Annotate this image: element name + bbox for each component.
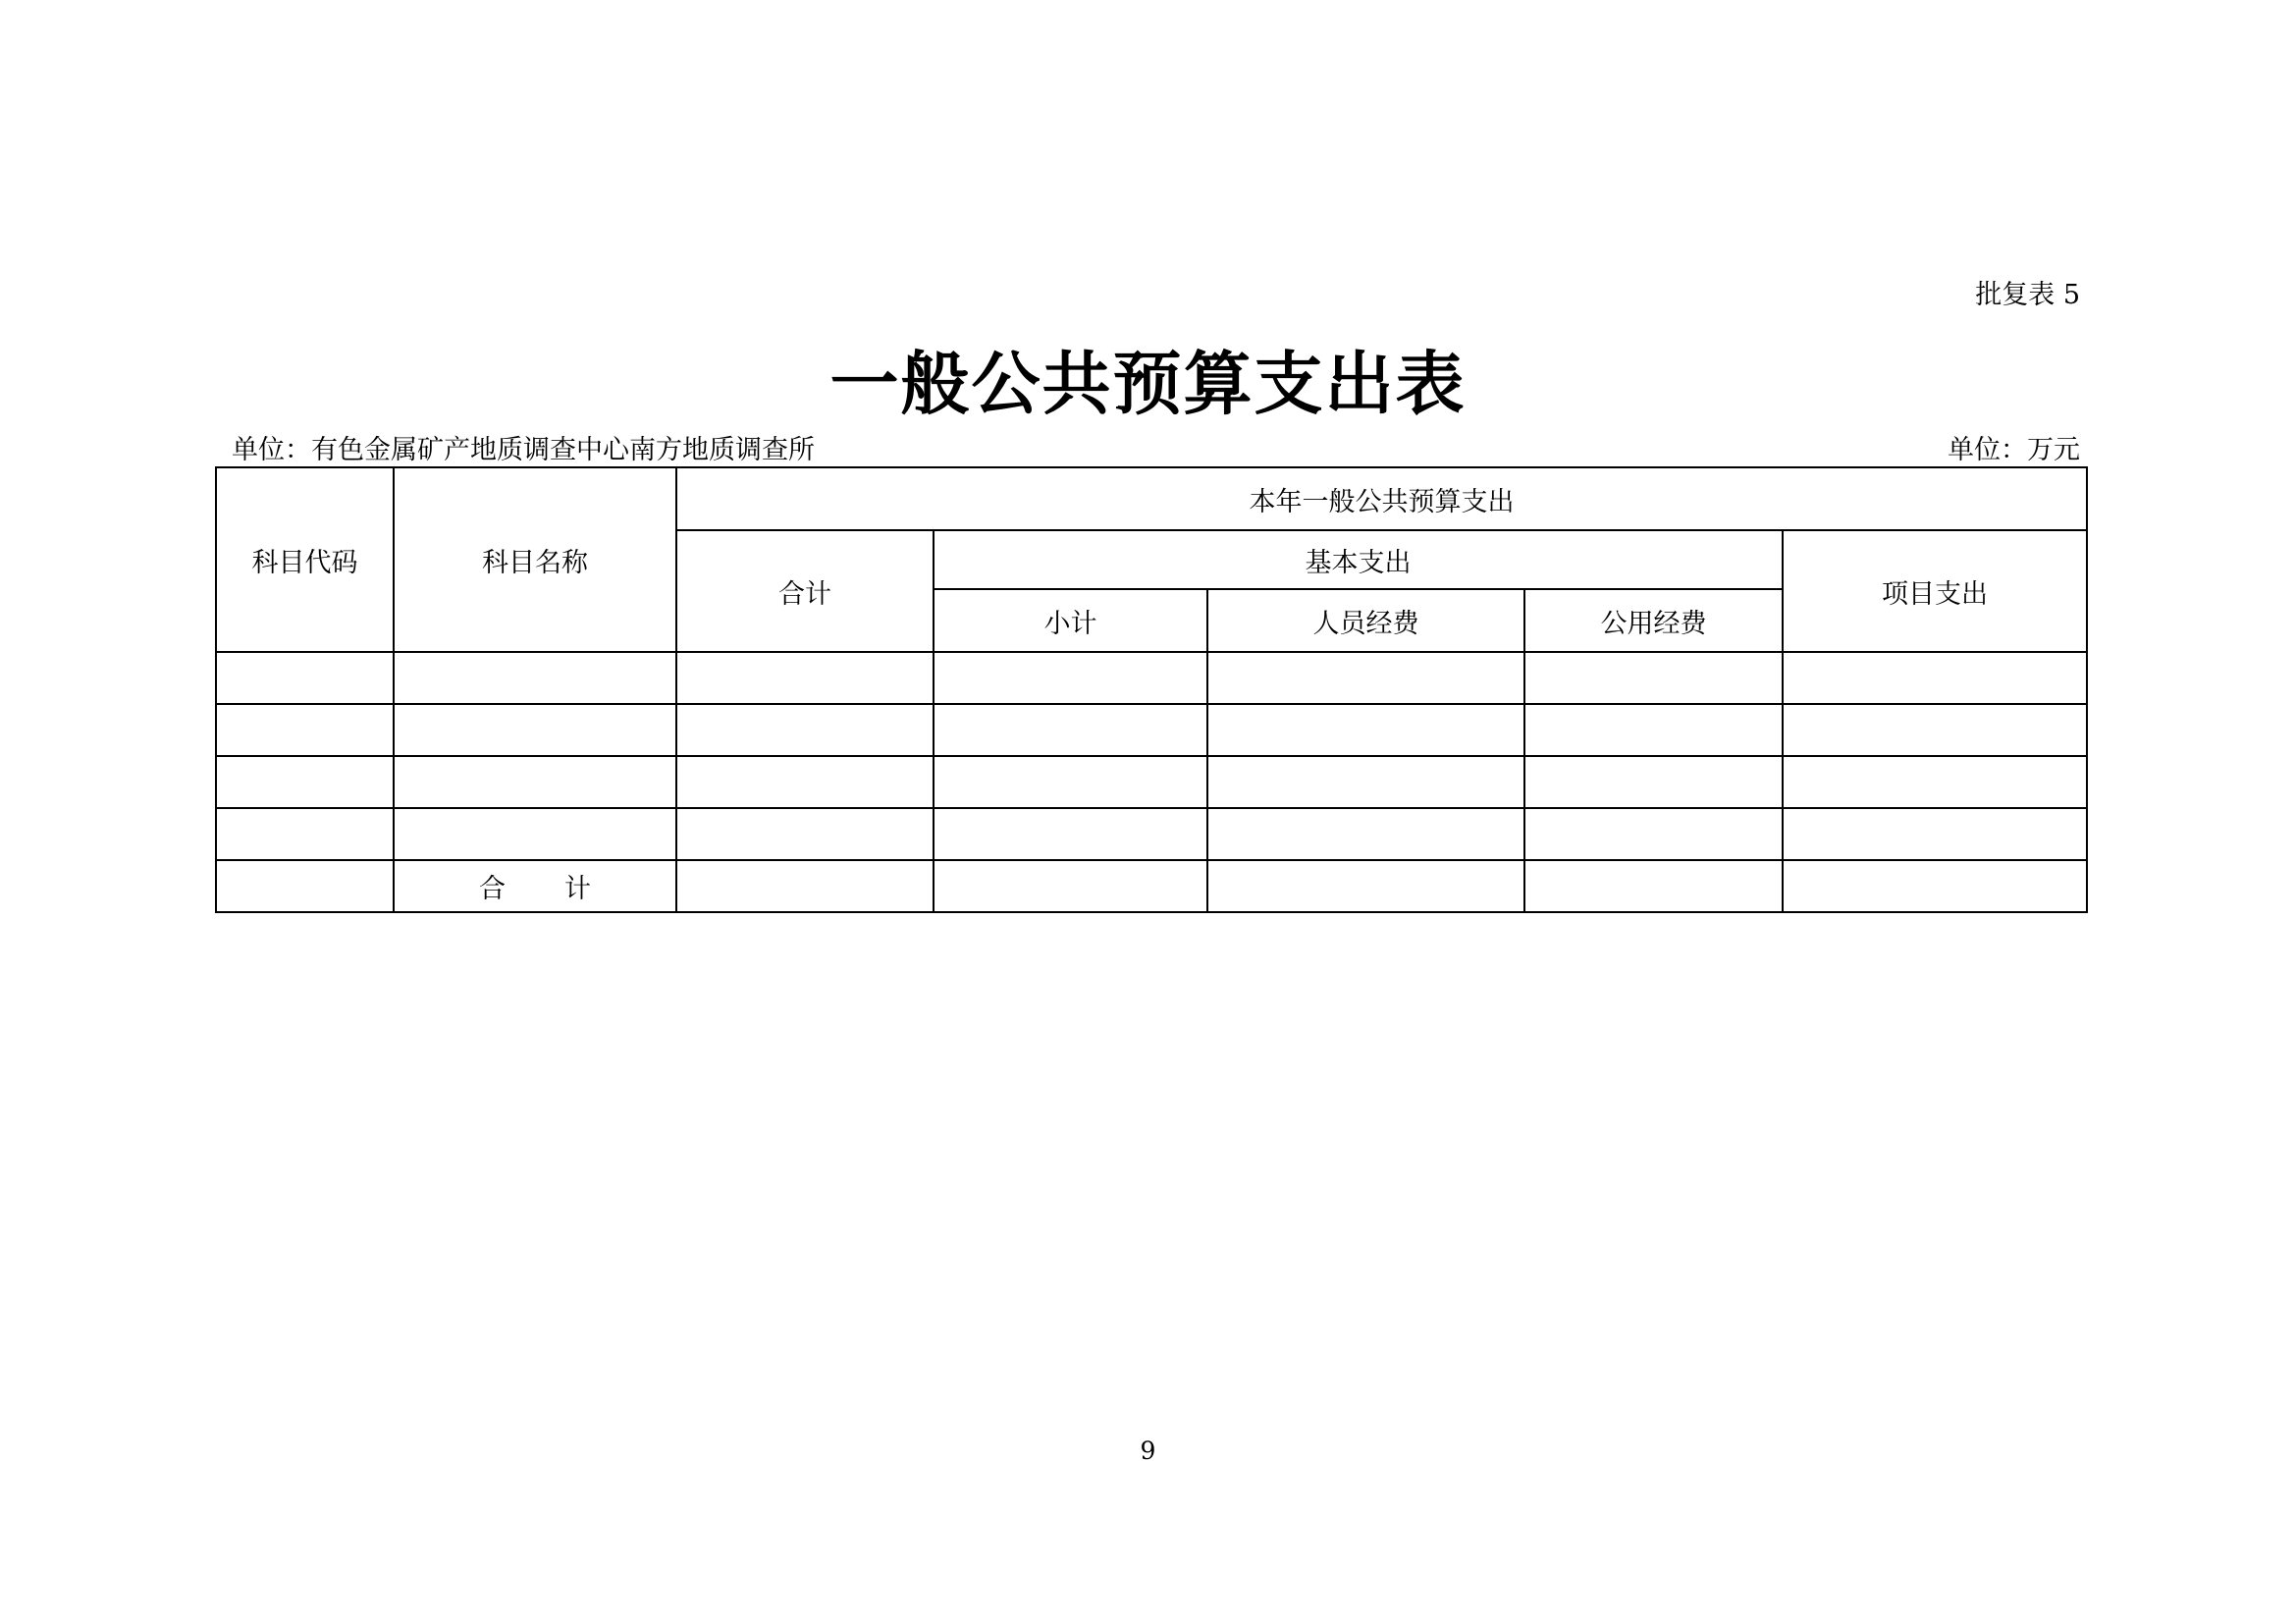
unit-organization: 单位：有色金属矿产地质调查中心南方地质调查所 (232, 435, 815, 465)
table-cell (676, 860, 934, 912)
table-row (216, 808, 2087, 860)
header-basic-expenditure: 基本支出 (934, 530, 1783, 589)
header-public-expenses: 公用经费 (1524, 589, 1783, 652)
document-title: 一般公共预算支出表 (829, 343, 1467, 424)
table-cell (394, 808, 676, 860)
table-cell (1524, 704, 1783, 756)
table-row (216, 704, 2087, 756)
table-cell (1783, 652, 2087, 704)
table-cell (1524, 808, 1783, 860)
table-cell (676, 652, 934, 704)
table-cell (934, 652, 1207, 704)
table-cell (1207, 860, 1524, 912)
header-subject-name: 科目名称 (394, 467, 676, 652)
unit-currency: 单位：万元 (1948, 435, 2080, 465)
header-current-year-expenditure: 本年一般公共预算支出 (676, 467, 2087, 530)
header-project-expenditure: 项目支出 (1783, 530, 2087, 652)
table-cell (1524, 860, 1783, 912)
table-cell (1207, 808, 1524, 860)
table-cell (216, 756, 394, 808)
header-row-1 (216, 467, 2087, 530)
table-cell (676, 808, 934, 860)
total-row (216, 860, 2087, 912)
table-cell (1783, 704, 2087, 756)
table-cell (676, 756, 934, 808)
table-cell (1207, 756, 1524, 808)
header-subject-code: 科目代码 (216, 467, 394, 652)
table-cell (216, 860, 394, 912)
table-cell (394, 704, 676, 756)
header-personnel-expenses: 人员经费 (1207, 589, 1524, 652)
table-row (216, 652, 2087, 704)
table-cell (394, 756, 676, 808)
table-cell (216, 704, 394, 756)
table-cell (1783, 808, 2087, 860)
table-cell (676, 704, 934, 756)
table-cell (216, 808, 394, 860)
header-subtotal: 小计 (934, 589, 1207, 652)
table-cell (1207, 652, 1524, 704)
budget-expenditure-table (215, 466, 2088, 913)
table-cell (934, 756, 1207, 808)
table-cell (1207, 704, 1524, 756)
total-row-label: 合计 (394, 860, 676, 912)
table-row (216, 756, 2087, 808)
table-reference: 批复表 5 (1975, 280, 2080, 310)
header-total: 合计 (676, 530, 934, 652)
table-cell (934, 808, 1207, 860)
table-cell (1783, 756, 2087, 808)
table-cell (1783, 860, 2087, 912)
table-cell (1524, 756, 1783, 808)
table-cell (934, 860, 1207, 912)
table-cell (934, 704, 1207, 756)
page-number: 9 (1140, 1436, 1156, 1465)
table-cell (1524, 652, 1783, 704)
table-cell (394, 652, 676, 704)
table-cell (216, 652, 394, 704)
